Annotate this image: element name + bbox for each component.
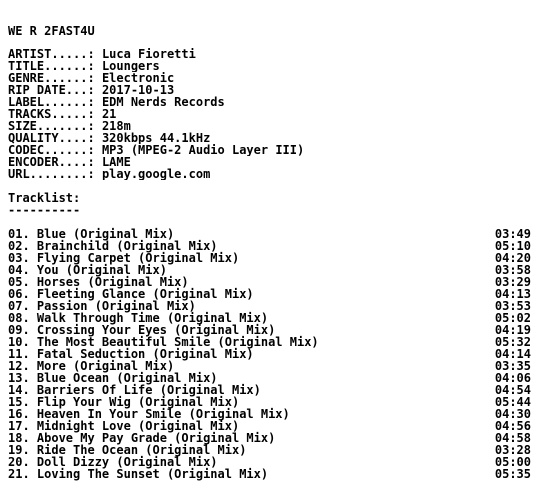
track-name: 02. Brainchild (Original Mix) bbox=[8, 239, 218, 253]
info-key: URL........: bbox=[8, 168, 95, 180]
track-time: 05:10 bbox=[494, 239, 531, 253]
info-value: LAME bbox=[101, 156, 131, 168]
track-time: 03:29 bbox=[494, 275, 531, 289]
info-key: LABEL......: bbox=[8, 96, 95, 108]
track-time: 03:58 bbox=[494, 263, 531, 277]
track-time: 05:02 bbox=[494, 311, 531, 325]
info-value: MP3 (MPEG-2 Audio Layer III) bbox=[101, 144, 305, 156]
track-time: 04:58 bbox=[494, 431, 531, 445]
track-name: 12. More (Original Mix) bbox=[8, 359, 175, 373]
track-time: 05:35 bbox=[494, 467, 531, 481]
track-time: 04:14 bbox=[494, 347, 531, 361]
page-title: WE R 2FAST4U bbox=[8, 25, 95, 37]
track-time: 05:00 bbox=[494, 455, 531, 469]
track-name: 09. Crossing Your Eyes (Original Mix) bbox=[8, 323, 276, 337]
info-row bbox=[8, 96, 528, 108]
info-key: GENRE......: bbox=[8, 72, 95, 84]
info-row bbox=[8, 168, 528, 180]
info-value: play.google.com bbox=[101, 168, 211, 180]
info-row bbox=[8, 132, 528, 144]
info-key: TITLE......: bbox=[8, 60, 95, 72]
track-time: 05:32 bbox=[494, 335, 531, 349]
info-block bbox=[8, 48, 528, 180]
track-time: 03:53 bbox=[494, 299, 531, 313]
track-name: 17. Midnight Love (Original Mix) bbox=[8, 419, 240, 433]
track-name: 16. Heaven In Your Smile (Original Mix) bbox=[8, 407, 290, 421]
track-time: 04:06 bbox=[494, 371, 531, 385]
track-name: 18. Above My Pay Grade (Original Mix) bbox=[8, 431, 276, 445]
track-name: 14. Barriers Of Life (Original Mix) bbox=[8, 383, 261, 397]
track-name: 21. Loving The Sunset (Original Mix) bbox=[8, 467, 269, 481]
track-name: 10. The Most Beautiful Smile (Original Mix) bbox=[8, 335, 319, 349]
info-value: 218m bbox=[101, 120, 131, 132]
track-name: 07. Passion (Original Mix) bbox=[8, 299, 196, 313]
info-value: 320kbps 44.1kHz bbox=[101, 132, 211, 144]
info-row bbox=[8, 156, 528, 168]
tracklist-underline: ---------- bbox=[8, 204, 81, 216]
info-row bbox=[8, 108, 528, 120]
info-row bbox=[8, 120, 528, 132]
info-row bbox=[8, 144, 528, 156]
track-name: 06. Fleeting Glance (Original Mix) bbox=[8, 287, 254, 301]
track-time: 03:28 bbox=[494, 443, 531, 457]
track-time: 05:44 bbox=[494, 395, 531, 409]
track-row bbox=[8, 467, 531, 481]
track-time: 04:19 bbox=[494, 323, 531, 337]
info-key: QUALITY....: bbox=[8, 132, 95, 144]
info-row bbox=[8, 84, 528, 96]
track-name: 15. Flip Your Wig (Original Mix) bbox=[8, 395, 240, 409]
info-value: EDM Nerds Records bbox=[101, 96, 225, 108]
info-key: ARTIST.....: bbox=[8, 48, 95, 60]
info-key: RIP DATE...: bbox=[8, 84, 95, 96]
info-key: ENCODER....: bbox=[8, 156, 95, 168]
track-time: 04:54 bbox=[494, 383, 531, 397]
track-name: 11. Fatal Seduction (Original Mix) bbox=[8, 347, 254, 361]
info-row bbox=[8, 48, 528, 60]
track-name: 08. Walk Through Time (Original Mix) bbox=[8, 311, 269, 325]
info-key: CODEC......: bbox=[8, 144, 95, 156]
nfo-body bbox=[8, 48, 531, 481]
track-time: 04:30 bbox=[494, 407, 531, 421]
track-time: 04:20 bbox=[494, 251, 531, 265]
track-name: 13. Blue Ocean (Original Mix) bbox=[8, 371, 218, 385]
track-name: 20. Doll Dizzy (Original Mix) bbox=[8, 455, 218, 469]
info-key: TRACKS.....: bbox=[8, 108, 95, 120]
info-value: Electronic bbox=[101, 72, 175, 84]
track-time: 03:49 bbox=[494, 227, 531, 241]
info-value: Luca Fioretti bbox=[101, 48, 196, 60]
info-row bbox=[8, 60, 528, 72]
info-row bbox=[8, 72, 528, 84]
tracklist-heading: Tracklist: bbox=[8, 192, 81, 204]
info-key: SIZE.......: bbox=[8, 120, 95, 132]
track-time: 04:56 bbox=[494, 419, 531, 433]
track-time: 04:13 bbox=[494, 287, 531, 301]
track-name: 05. Horses (Original Mix) bbox=[8, 275, 189, 289]
track-name: 04. You (Original Mix) bbox=[8, 263, 167, 277]
track-name: 03. Flying Carpet (Original Mix) bbox=[8, 251, 240, 265]
track-name: 01. Blue (Original Mix) bbox=[8, 227, 175, 241]
info-value: 21 bbox=[101, 108, 117, 120]
track-time: 03:35 bbox=[494, 359, 531, 373]
track-name: 19. Ride The Ocean (Original Mix) bbox=[8, 443, 247, 457]
info-value: Loungers bbox=[101, 60, 160, 72]
tracklist bbox=[8, 227, 531, 481]
info-value: 2017-10-13 bbox=[101, 84, 175, 96]
